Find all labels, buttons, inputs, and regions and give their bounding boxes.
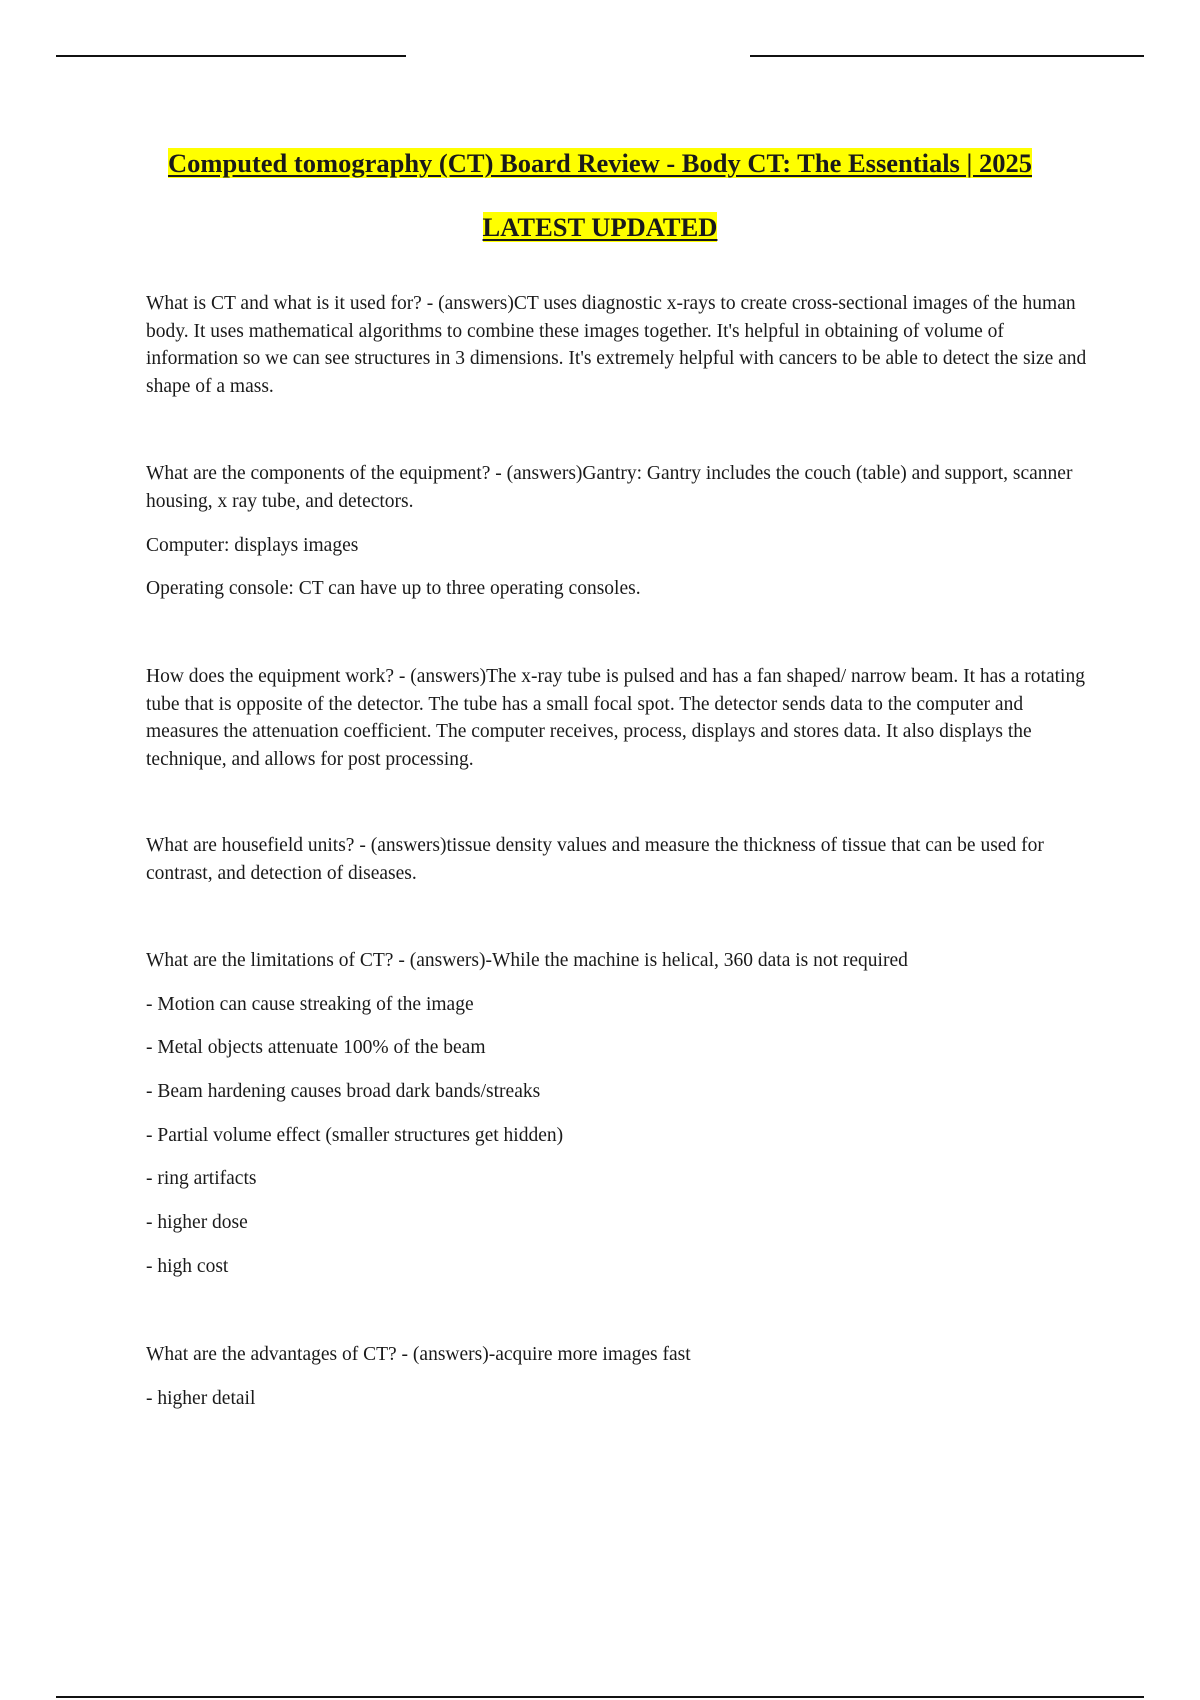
qa-5-paragraph: What are the limitations of CT? - (answers)-While the machine is helical, 360 data is not required — [146, 950, 908, 971]
qa-5-extra-6: - higher dose — [146, 1212, 248, 1233]
document-title: Computed tomography (CT) Board Review - Body CT: The Essentials | 2025 — [168, 148, 1032, 178]
qa-5-extra-7: - high cost — [146, 1256, 229, 1277]
qa-5-extra-3: - Beam hardening causes broad dark bands/streaks — [146, 1081, 541, 1102]
header-rule-left — [56, 55, 406, 57]
qa-1-paragraph: What is CT and what is it used for? - (answers)CT uses diagnostic x-rays to create cross-sectional images of the human body. It uses mathematical algorithms to combine these images together. It's helpful in obtaining of volume of information so we can see structures in 3 dimensions. It's extremely helpful with cancers to be able to detect the size and shape of a mass. — [146, 293, 1087, 397]
qa-4-paragraph: What are housefield units? - (answers)tissue density values and measure the thickness of tissue that can be used for contrast, and detection of diseases. — [146, 835, 1044, 884]
qa-5-extra-2: - Metal objects attenuate 100% of the beam — [146, 1037, 486, 1058]
qa-6-paragraph: What are the advantages of CT? - (answers)-acquire more images fast — [146, 1344, 691, 1365]
footer-rule — [56, 1696, 1144, 1698]
qa-3-paragraph: How does the equipment work? - (answers)The x-ray tube is pulsed and has a fan shaped/ narrow beam. It has a rotating tube that is opposite of the detector. The tube has a small focal spot. The detector sends data to the computer and measures the attenuation coefficient. The computer receives, process, displays and stores data. It also displays the technique, and allows for post processing. — [146, 666, 1085, 770]
qa-5-extra-4: - Partial volume effect (smaller structures get hidden) — [146, 1125, 564, 1146]
qa-2-extra-1: Computer: displays images — [146, 535, 359, 556]
document-subtitle: LATEST UPDATED — [482, 212, 718, 242]
qa-2-paragraph: What are the components of the equipment? - (answers)Gantry: Gantry includes the couch (table) and support, scanner housing, x ray tube, and detectors. — [146, 463, 1073, 512]
qa-6-extra-1: - higher detail — [146, 1388, 256, 1409]
qa-5-extra-5: - ring artifacts — [146, 1168, 257, 1189]
qa-2-extra-2: Operating console: CT can have up to three operating consoles. — [146, 578, 641, 599]
qa-5-extra-1: - Motion can cause streaking of the image — [146, 994, 474, 1015]
header-rule-right — [750, 55, 1144, 57]
